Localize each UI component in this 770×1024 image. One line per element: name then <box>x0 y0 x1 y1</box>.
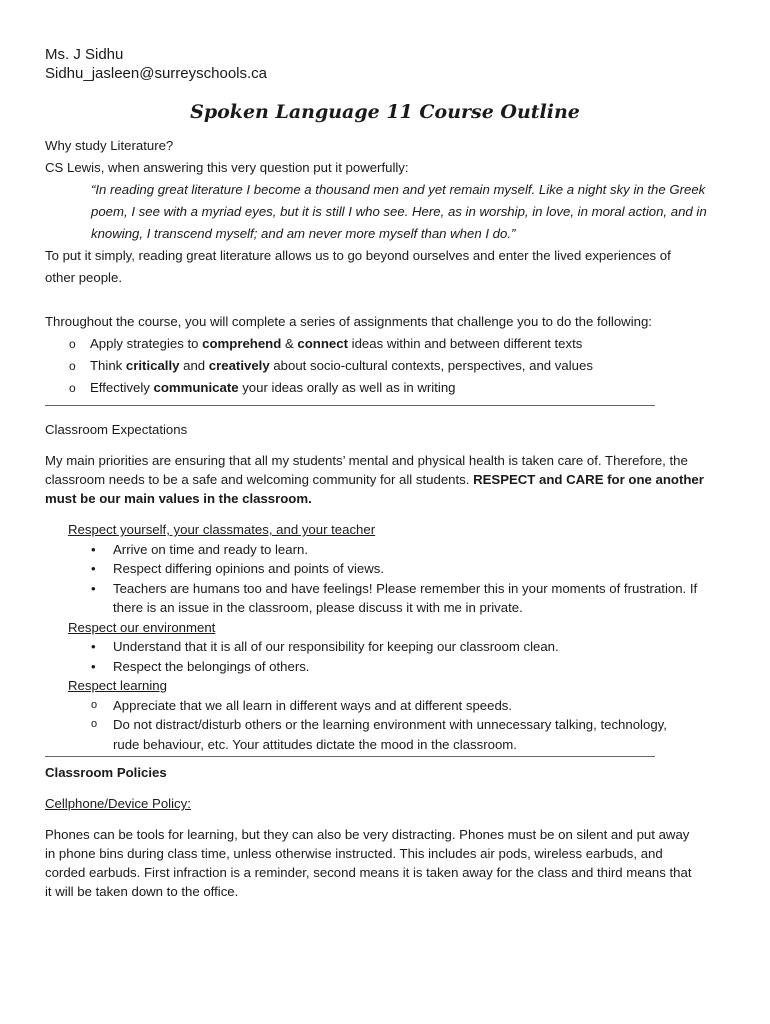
teacher-name: Ms. J Sidhu <box>45 46 124 63</box>
respect-learning-list <box>45 696 735 755</box>
section-divider <box>45 756 655 757</box>
section-divider <box>45 405 655 406</box>
respect-learning-heading: Respect learning <box>68 678 167 693</box>
teacher-email: Sidhu_jasleen@surreyschools.ca <box>45 65 268 82</box>
course-goals-list <box>45 333 735 399</box>
list-item-continuation: rude behaviour, etc. Your attitudes dictate the mood in the classroom. <box>113 736 517 752</box>
circle-bullet-icon: o <box>69 337 76 351</box>
bullet-icon: • <box>91 580 96 596</box>
intro-summary-line-2: other people. <box>45 270 122 285</box>
expectations-paragraph: My main priorities are ensuring that all my students’ mental and physical health is taken care of. Therefore, the classroom needs to be a safe and welcoming community for all students. RESPECT and CARE for one another must be our main values in the classroom. <box>45 453 704 506</box>
circle-bullet-icon: o <box>91 718 98 730</box>
bullet-icon: • <box>91 658 96 674</box>
respect-environment-list <box>45 637 735 676</box>
list-item: • Respect differing opinions and points of views. <box>45 559 735 579</box>
respect-yourself-heading: Respect yourself, your classmates, and your teacher <box>68 522 376 537</box>
intro-summary-line-1: To put it simply, reading great literature allows us to go beyond ourselves and enter the lived experiences of <box>45 248 671 263</box>
list-item: o Apply strategies to comprehend & connect ideas within and between different texts <box>45 333 735 355</box>
list-item: • Respect the belongings of others. <box>45 657 735 677</box>
device-policy-paragraph: Phones can be tools for learning, but they can also be very distracting. Phones must be on silent and put away in phone bins during class time, unless otherwise instructed. This includes air pods, wireless earbuds, and corded earbuds. First infraction is a reminder, second means it is taken away for the class and third means that it will be taken down to the office. <box>45 827 692 899</box>
list-item: • Understand that it is all of our responsibility for keeping our classroom clean. <box>45 637 735 657</box>
respect-yourself-list <box>45 540 735 618</box>
course-lead: Throughout the course, you will complete a series of assignments that challenge you to do the following: <box>45 314 652 329</box>
list-item: • Arrive on time and ready to learn. <box>45 540 735 560</box>
bullet-icon: • <box>91 561 96 576</box>
circle-bullet-icon: o <box>91 698 98 711</box>
expectations-heading: Classroom Expectations <box>45 422 188 437</box>
circle-bullet-icon: o <box>69 359 76 373</box>
page-title: Spoken Language 11 Course Outline <box>190 101 580 123</box>
policies-heading: Classroom Policies <box>45 765 167 780</box>
list-item: o Do not distract/disturb others or the learning environment with unnecessary talking, technology, <box>45 715 735 735</box>
intro-lead: CS Lewis, when answering this very question put it powerfully: <box>45 160 409 175</box>
list-item: o Effectively communicate your ideas orally as well as in writing <box>45 377 735 399</box>
list-item: • Teachers are humans too and have feelings! Please remember this in your moments of frustration. If <box>45 579 735 599</box>
device-policy-heading: Cellphone/Device Policy: <box>45 796 191 811</box>
respect-environment-heading: Respect our environment <box>68 619 216 635</box>
intro-question: Why study Literature? <box>45 138 174 153</box>
bullet-icon: • <box>91 639 96 654</box>
list-item: o Think critically and creatively about socio-cultural contexts, perspectives, and values <box>45 355 735 377</box>
list-item-continuation: there is an issue in the classroom, please discuss it with me in private. <box>113 600 523 615</box>
bullet-icon: • <box>91 541 96 557</box>
circle-bullet-icon: o <box>69 381 76 395</box>
lewis-quote: “In reading great literature I become a thousand men and yet remain myself. Like a night sky in the Greek poem, I see with a myriad eyes, but it is still I who see. Here, as in worship, in love, in moral action, and in knowing, I transcend myself; and am never more myself than when I do.” <box>91 182 707 241</box>
list-item: o Appreciate that we all learn in different ways and at different speeds. <box>45 696 735 716</box>
document-page <box>45 45 735 901</box>
